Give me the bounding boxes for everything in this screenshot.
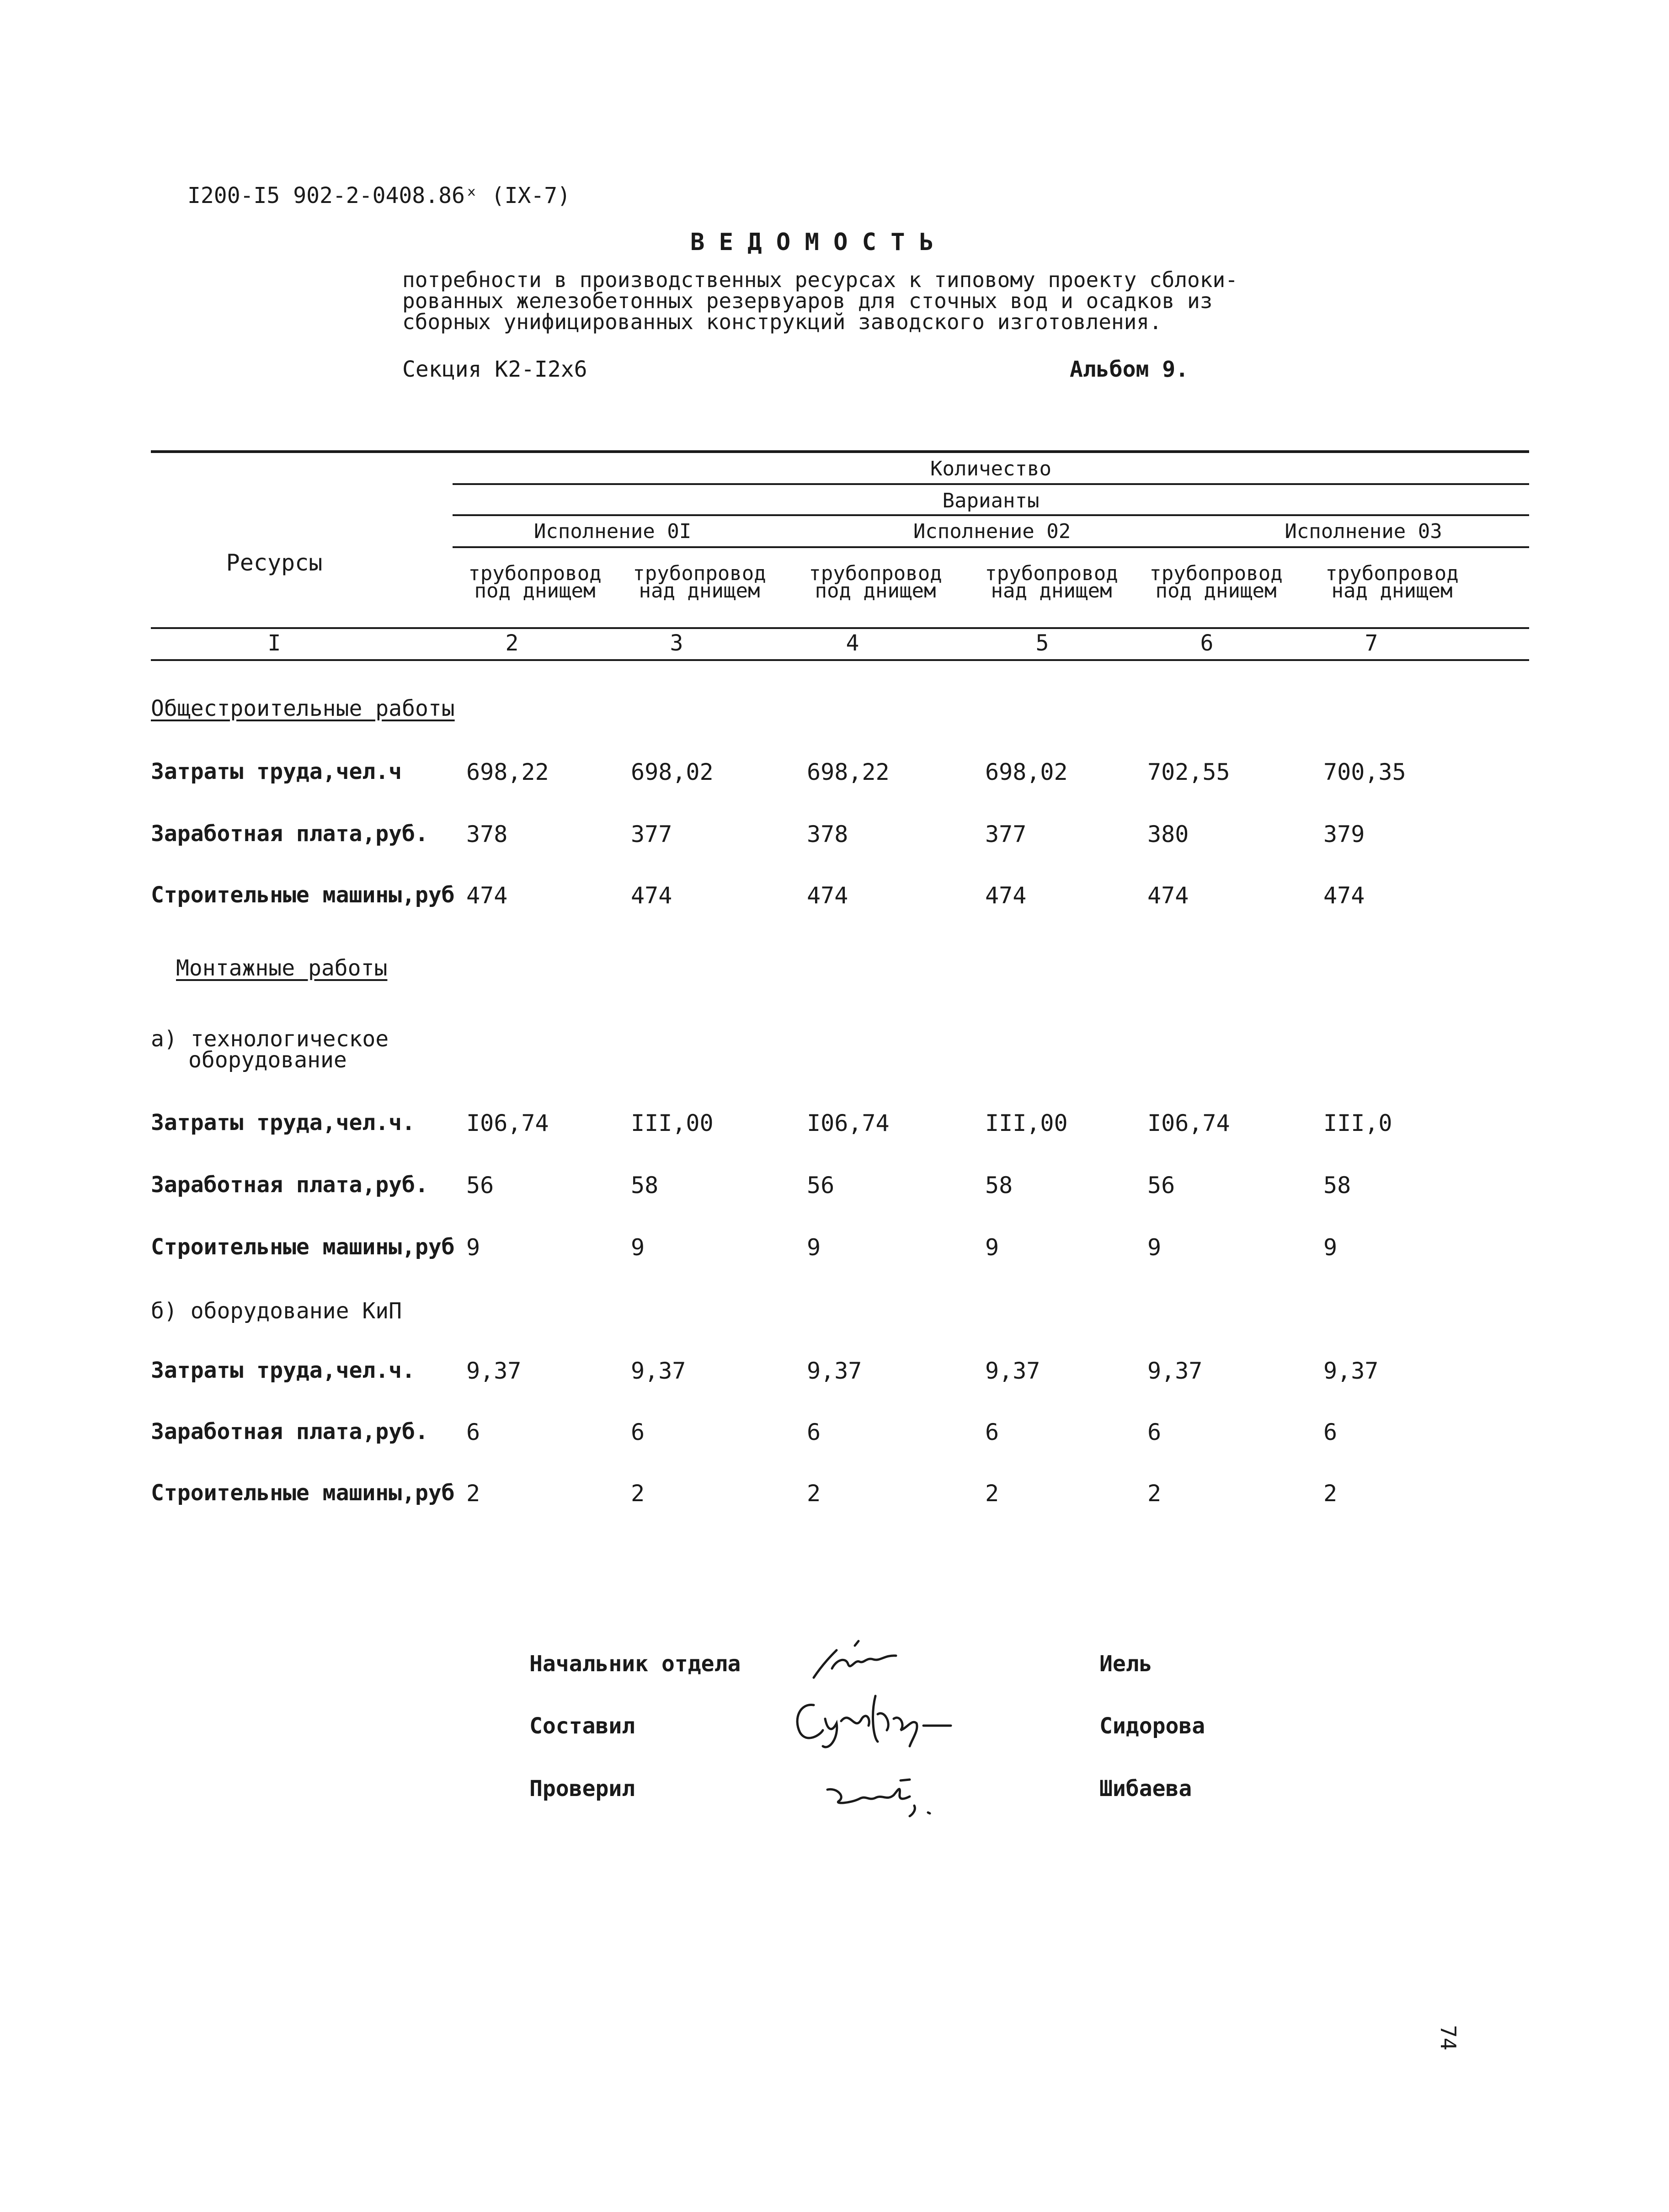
row-label: Заработная плата,руб. [151, 1419, 428, 1444]
col-header-line: над днищем [639, 579, 760, 602]
col-header-line: трубопровод [1149, 562, 1283, 585]
table-cell: 6 [1323, 1419, 1338, 1445]
col-header-line: под днищем [815, 579, 936, 602]
col-header-line: трубопровод [985, 562, 1118, 585]
table-cell: 474 [807, 882, 848, 909]
quantity-header: Количество [930, 457, 1051, 480]
table-cell: 6 [466, 1419, 480, 1445]
row-label: Строительные машины,руб [151, 1480, 455, 1506]
section-title: Общестроительные работы [151, 696, 455, 721]
col-header-line: трубопровод [468, 562, 602, 585]
table-cell: 9,37 [807, 1358, 862, 1384]
rule [151, 627, 1529, 629]
section-label: Секция К2-I2х6 [402, 357, 587, 382]
table-cell: 9,37 [466, 1358, 522, 1384]
execution-03-header: Исполнение 03 [1285, 520, 1442, 543]
table-cell: 9 [466, 1234, 480, 1261]
col-4-header [798, 563, 953, 602]
table-cell: 6 [1147, 1419, 1162, 1445]
table-cell: 700,35 [1323, 759, 1406, 785]
document-title: В Е Д О М О С Т Ь [690, 229, 934, 256]
handwritten-signature [805, 1636, 933, 1687]
table-cell: 58 [985, 1172, 1013, 1199]
section-title: Монтажные работы [176, 955, 388, 981]
subsection-title [151, 1026, 389, 1073]
row-label: Затраты труда,чел.ч. [151, 1110, 415, 1135]
resources-header: Ресурсы [226, 549, 323, 576]
table-cell: I06,74 [807, 1110, 890, 1136]
table-cell: 58 [1323, 1172, 1351, 1199]
row-label: Затраты труда,чел.ч [151, 759, 402, 784]
col-header-line: над днищем [1331, 579, 1453, 602]
col-header-line: над днищем [991, 579, 1112, 602]
rule [151, 659, 1529, 661]
subtitle-line: потребности в производственных ресурсах к типовому проекту сблоки- [402, 267, 1238, 292]
subsection-line: а) технологическое [151, 1026, 389, 1052]
variants-header: Варианты [942, 489, 1040, 512]
col-number: 6 [1200, 630, 1214, 656]
table-cell: 56 [1147, 1172, 1175, 1199]
col-3-header [622, 563, 777, 602]
table-cell: 2 [466, 1480, 480, 1507]
table-cell: 9,37 [1323, 1358, 1379, 1384]
album-label: Альбом 9. [1070, 357, 1189, 382]
table-cell: I06,74 [1147, 1110, 1230, 1136]
table-cell: 2 [985, 1480, 999, 1507]
signature-name: Сидорова [1099, 1713, 1205, 1739]
table-cell: 9 [1147, 1234, 1162, 1261]
table-cell: 56 [466, 1172, 494, 1199]
row-label: Строительные машины,руб [151, 882, 455, 908]
col-5-header [974, 563, 1129, 602]
table-cell: 377 [985, 821, 1027, 847]
table-cell: 474 [631, 882, 672, 909]
table-cell: 379 [1323, 821, 1365, 847]
table-cell: 474 [1147, 882, 1189, 909]
table-cell: 698,02 [985, 759, 1068, 785]
rule [453, 514, 1529, 516]
table-cell: 2 [807, 1480, 821, 1507]
table-cell: III,0 [1323, 1110, 1392, 1136]
col-number: I [267, 630, 281, 656]
table-cell: 698,22 [807, 759, 890, 785]
table-cell: 698,02 [631, 759, 714, 785]
row-label: Заработная плата,руб. [151, 1172, 428, 1198]
table-cell: 2 [631, 1480, 645, 1507]
subtitle-line: рованных железобетонных резервуаров для сточных вод и осадков из [402, 288, 1213, 313]
table-cell: 6 [985, 1419, 999, 1445]
table-cell: 702,55 [1147, 759, 1230, 785]
table-cell: 9,37 [985, 1358, 1040, 1384]
table-cell: 474 [466, 882, 508, 909]
col-header-line: трубопровод [809, 562, 942, 585]
table-cell: 380 [1147, 821, 1189, 847]
table-cell: 378 [807, 821, 848, 847]
subsection-title: б) оборудование КиП [151, 1298, 402, 1324]
table-cell: 2 [1323, 1480, 1338, 1507]
table-cell: 474 [1323, 882, 1365, 909]
table-cell: 474 [985, 882, 1027, 909]
document-code: I200-I5 902-2-0408.86ˣ (IX-7) [187, 183, 571, 208]
table-cell: 378 [466, 821, 508, 847]
signature-name: Иель [1099, 1651, 1152, 1677]
subsection-line: оборудование [188, 1047, 347, 1073]
table-cell: III,00 [985, 1110, 1068, 1136]
col-7-header [1314, 563, 1470, 602]
col-number: 4 [846, 630, 859, 656]
col-header-line: трубопровод [633, 562, 766, 585]
table-cell: 56 [807, 1172, 835, 1199]
subtitle-line: сборных унифицированных конструкций заводского изготовления. [402, 309, 1162, 334]
table-cell: 698,22 [466, 759, 549, 785]
rule [453, 483, 1529, 485]
execution-02-header: Исполнение 02 [913, 520, 1071, 543]
table-cell: 9,37 [1147, 1358, 1203, 1384]
table-cell: 9 [631, 1234, 645, 1261]
handwritten-signature [786, 1687, 969, 1755]
col-header-line: трубопровод [1325, 562, 1459, 585]
table-cell: 9 [807, 1234, 821, 1261]
col-number: 3 [670, 630, 683, 656]
page-number: 74 [1436, 2025, 1461, 2051]
signature-role: Проверил [529, 1776, 635, 1802]
table-cell: I06,74 [466, 1110, 549, 1136]
row-label: Заработная плата,руб. [151, 821, 428, 847]
table-cell: 377 [631, 821, 672, 847]
col-2-header [457, 563, 613, 602]
row-label: Затраты труда,чел.ч. [151, 1358, 415, 1383]
table-cell: 58 [631, 1172, 659, 1199]
table-cell: 9 [1323, 1234, 1338, 1261]
signature-role: Начальник отдела [529, 1651, 741, 1677]
col-6-header [1138, 563, 1294, 602]
signature-name: Шибаева [1099, 1776, 1192, 1802]
table-cell: 6 [807, 1419, 821, 1445]
col-header-line: под днищем [1155, 579, 1277, 602]
row-label: Строительные машины,руб [151, 1234, 455, 1260]
table-cell: III,00 [631, 1110, 714, 1136]
col-number: 7 [1365, 630, 1378, 656]
signature-role: Составил [529, 1713, 635, 1739]
rule [453, 546, 1529, 548]
col-number: 5 [1035, 630, 1049, 656]
table-cell: 6 [631, 1419, 645, 1445]
table-top-rule [151, 450, 1529, 453]
table-cell: 2 [1147, 1480, 1162, 1507]
col-number: 2 [505, 630, 519, 656]
table-cell: 9,37 [631, 1358, 686, 1384]
handwritten-signature [818, 1762, 946, 1822]
col-header-line: под днищем [474, 579, 596, 602]
table-cell: 9 [985, 1234, 999, 1261]
execution-01-header: Исполнение 0I [533, 520, 692, 543]
